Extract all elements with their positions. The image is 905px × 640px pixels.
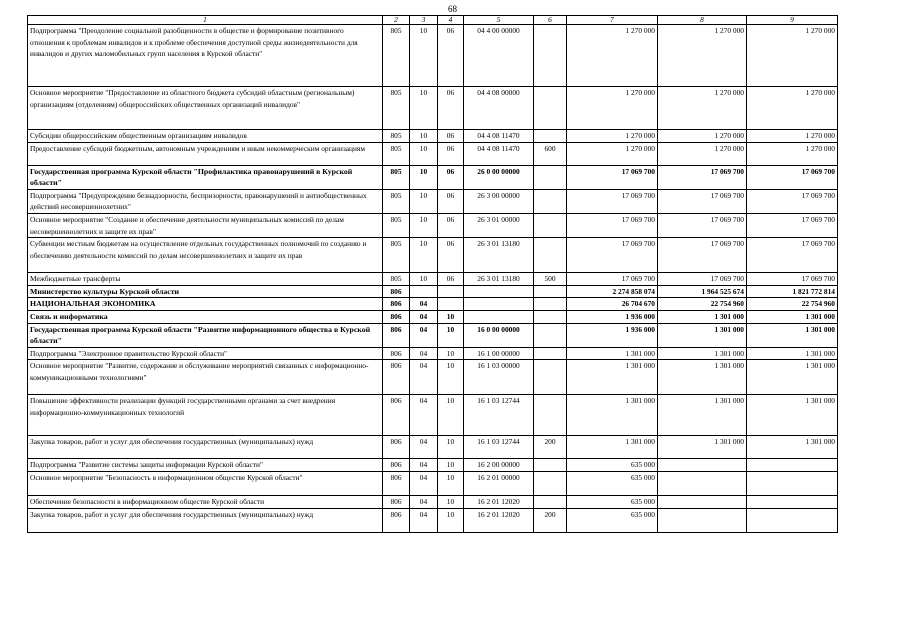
row-name: Основное мероприятие "Предоставление из областного бюджета субсидий областным (региональным) организациям (отделениям) общероссийских общественных организаций инвалидов" [28, 87, 383, 130]
section-code [410, 285, 438, 298]
amount-year-2: 17 069 700 [658, 238, 747, 273]
table-row [28, 495, 838, 508]
row-name: Закупка товаров, работ и услуг для обеспечения государственных (муниципальных) нужд [28, 508, 383, 532]
section-code: 04 [410, 310, 438, 323]
target-article-code [464, 298, 534, 311]
amount-year-2 [658, 508, 747, 532]
amount-year-1: 17 069 700 [567, 165, 658, 189]
amount-year-2 [658, 495, 747, 508]
section-code: 10 [410, 25, 438, 87]
section-code: 04 [410, 459, 438, 472]
target-article-code: 26 3 01 13180 [464, 273, 534, 286]
target-article-code: 16 1 00 00000 [464, 347, 534, 360]
table-row [28, 189, 838, 213]
section-code: 04 [410, 436, 438, 459]
amount-year-2: 1 270 000 [658, 142, 747, 165]
amount-year-2: 17 069 700 [658, 189, 747, 213]
amount-year-2: 1 301 000 [658, 347, 747, 360]
row-name: Подпрограмма "Электронное правительство Курской области" [28, 347, 383, 360]
table-row [28, 323, 838, 347]
table-row [28, 360, 838, 395]
row-name: Подпрограмма "Предупреждение безнадзорности, беспризорности, правонарушений и антиобщественных действий несовершеннолетних" [28, 189, 383, 213]
target-article-code: 16 1 03 12744 [464, 395, 534, 436]
target-article-code: 26 3 01 13180 [464, 238, 534, 273]
row-name: Основное мероприятие "Создание и обеспечение деятельности муниципальных комиссий по делам несовершеннолетних и защите их прав" [28, 213, 383, 237]
subsection-code: 06 [438, 165, 464, 189]
amount-year-3: 1 301 000 [747, 310, 838, 323]
subsection-code: 10 [438, 323, 464, 347]
ministry-code: 806 [383, 360, 410, 395]
page-edge [0, 636, 905, 637]
amount-year-3: 1 270 000 [747, 87, 838, 130]
expense-type-code [534, 360, 567, 395]
section-code: 10 [410, 87, 438, 130]
amount-year-1: 1 270 000 [567, 130, 658, 143]
column-number: 2 [383, 16, 410, 25]
amount-year-3: 1 301 000 [747, 436, 838, 459]
subsection-code: 06 [438, 142, 464, 165]
amount-year-3: 22 754 960 [747, 298, 838, 311]
amount-year-3 [747, 495, 838, 508]
amount-year-3: 1 821 772 814 [747, 285, 838, 298]
amount-year-2: 22 754 960 [658, 298, 747, 311]
section-code: 04 [410, 323, 438, 347]
section-code: 10 [410, 142, 438, 165]
table-row [28, 310, 838, 323]
row-name: Подпрограмма "Развитие системы защиты информации Курской области" [28, 459, 383, 472]
row-name: Повышение эффективности реализации функций государственными органами за счет внедрения информационно-коммуникационных технологий [28, 395, 383, 436]
table-row [28, 508, 838, 532]
amount-year-1: 1 301 000 [567, 395, 658, 436]
row-name: Закупка товаров, работ и услуг для обеспечения государственных (муниципальных) нужд [28, 436, 383, 459]
amount-year-3 [747, 471, 838, 495]
ministry-code: 805 [383, 142, 410, 165]
section-code: 04 [410, 495, 438, 508]
amount-year-3: 17 069 700 [747, 165, 838, 189]
target-article-code: 16 1 03 00000 [464, 360, 534, 395]
amount-year-3: 1 270 000 [747, 130, 838, 143]
amount-year-1: 1 936 000 [567, 310, 658, 323]
ministry-code: 806 [383, 395, 410, 436]
subsection-code: 10 [438, 459, 464, 472]
budget-table [27, 15, 838, 533]
table-row [28, 142, 838, 165]
subsection-code: 06 [438, 213, 464, 237]
amount-year-3: 1 270 000 [747, 25, 838, 87]
ministry-code: 805 [383, 130, 410, 143]
row-name: Субсидии общероссийским общественным организациям инвалидов [28, 130, 383, 143]
subsection-code: 06 [438, 87, 464, 130]
amount-year-1: 2 274 858 074 [567, 285, 658, 298]
amount-year-1: 1 936 000 [567, 323, 658, 347]
amount-year-2: 1 301 000 [658, 395, 747, 436]
column-number: 9 [747, 16, 838, 25]
table-row [28, 459, 838, 472]
ministry-code: 805 [383, 165, 410, 189]
amount-year-1: 1 301 000 [567, 347, 658, 360]
column-number: 6 [534, 16, 567, 25]
row-name: Предоставление субсидий бюджетным, автономным учреждениям и иным некоммерческим организациям [28, 142, 383, 165]
row-name: Связь и информатика [28, 310, 383, 323]
amount-year-1: 635 000 [567, 508, 658, 532]
table-row [28, 213, 838, 237]
expense-type-code [534, 395, 567, 436]
amount-year-3: 17 069 700 [747, 273, 838, 286]
row-name: Подпрограмма "Преодоление социальной разобщенности в обществе и формирование позитивного отношения к проблемам инвалидов и к проблеме обеспечения доступной среды жизнедеятельности для инвалидов и других маломобильных групп населения в Курской области" [28, 25, 383, 87]
amount-year-2: 1 301 000 [658, 436, 747, 459]
ministry-code: 805 [383, 273, 410, 286]
expense-type-code [534, 285, 567, 298]
expense-type-code [534, 213, 567, 237]
expense-type-code [534, 87, 567, 130]
ministry-code: 805 [383, 87, 410, 130]
subsection-code [438, 285, 464, 298]
expense-type-code [534, 495, 567, 508]
section-code: 10 [410, 130, 438, 143]
table-row [28, 130, 838, 143]
target-article-code: 26 0 00 00000 [464, 165, 534, 189]
expense-type-code: 500 [534, 273, 567, 286]
expense-type-code [534, 459, 567, 472]
subsection-code: 06 [438, 189, 464, 213]
amount-year-1: 635 000 [567, 471, 658, 495]
column-number: 4 [438, 16, 464, 25]
amount-year-1: 17 069 700 [567, 213, 658, 237]
amount-year-1: 17 069 700 [567, 189, 658, 213]
ministry-code: 805 [383, 238, 410, 273]
column-number: 8 [658, 16, 747, 25]
table-row [28, 347, 838, 360]
amount-year-2: 1 270 000 [658, 130, 747, 143]
expense-type-code [534, 347, 567, 360]
amount-year-2: 17 069 700 [658, 165, 747, 189]
amount-year-2: 1 270 000 [658, 87, 747, 130]
subsection-code: 10 [438, 360, 464, 395]
subsection-code: 10 [438, 436, 464, 459]
subsection-code: 10 [438, 310, 464, 323]
target-article-code [464, 310, 534, 323]
amount-year-3: 1 301 000 [747, 360, 838, 395]
column-number: 3 [410, 16, 438, 25]
amount-year-1: 1 270 000 [567, 142, 658, 165]
row-name: Субвенции местным бюджетам на осуществление отдельных государственных полномочий по созданию и обеспечению деятельности комиссий по делам несовершеннолетних и защите их прав [28, 238, 383, 273]
subsection-code: 10 [438, 508, 464, 532]
section-code: 10 [410, 238, 438, 273]
amount-year-2 [658, 459, 747, 472]
target-article-code [464, 285, 534, 298]
row-name: Межбюджетные трансферты [28, 273, 383, 286]
amount-year-2: 1 270 000 [658, 25, 747, 87]
row-name: Государственная программа Курской области "Развитие информационного общества в Курской области" [28, 323, 383, 347]
subsection-code: 10 [438, 347, 464, 360]
target-article-code: 26 3 00 00000 [464, 189, 534, 213]
target-article-code: 16 2 01 12020 [464, 508, 534, 532]
section-code: 04 [410, 471, 438, 495]
expense-type-code: 600 [534, 142, 567, 165]
section-code: 04 [410, 298, 438, 311]
amount-year-1: 1 301 000 [567, 436, 658, 459]
column-number: 5 [464, 16, 534, 25]
amount-year-1: 17 069 700 [567, 238, 658, 273]
section-code: 10 [410, 165, 438, 189]
amount-year-2: 1 964 525 674 [658, 285, 747, 298]
table-row [28, 87, 838, 130]
target-article-code: 04 4 08 11470 [464, 130, 534, 143]
section-code: 04 [410, 347, 438, 360]
table-row [28, 285, 838, 298]
ministry-code: 806 [383, 347, 410, 360]
table-row [28, 395, 838, 436]
ministry-code: 806 [383, 310, 410, 323]
row-name: НАЦИОНАЛЬНАЯ ЭКОНОМИКА [28, 298, 383, 311]
target-article-code: 04 4 00 00000 [464, 25, 534, 87]
amount-year-3 [747, 508, 838, 532]
amount-year-3: 17 069 700 [747, 213, 838, 237]
ministry-code: 806 [383, 495, 410, 508]
ministry-code: 805 [383, 213, 410, 237]
amount-year-3: 1 301 000 [747, 323, 838, 347]
column-number: 7 [567, 16, 658, 25]
amount-year-3: 1 270 000 [747, 142, 838, 165]
section-code: 04 [410, 360, 438, 395]
section-code: 04 [410, 508, 438, 532]
section-code: 10 [410, 189, 438, 213]
amount-year-2: 1 301 000 [658, 310, 747, 323]
table-row [28, 436, 838, 459]
amount-year-1: 1 301 000 [567, 360, 658, 395]
subsection-code [438, 298, 464, 311]
table-row [28, 273, 838, 286]
column-number-row [28, 16, 838, 25]
amount-year-2: 1 301 000 [658, 323, 747, 347]
target-article-code: 04 4 08 00000 [464, 87, 534, 130]
target-article-code: 16 0 00 00000 [464, 323, 534, 347]
expense-type-code [534, 130, 567, 143]
expense-type-code [534, 310, 567, 323]
amount-year-1: 1 270 000 [567, 25, 658, 87]
expense-type-code [534, 298, 567, 311]
column-number: 1 [28, 16, 383, 25]
amount-year-1: 1 270 000 [567, 87, 658, 130]
expense-type-code [534, 471, 567, 495]
subsection-code: 10 [438, 495, 464, 508]
row-name: Основное мероприятие "Развитие, содержание и обслуживание мероприятий связанных с информационно-коммуникационными технологиями" [28, 360, 383, 395]
amount-year-1: 635 000 [567, 459, 658, 472]
page-number: 68 [448, 4, 457, 14]
amount-year-3: 1 301 000 [747, 395, 838, 436]
target-article-code: 16 2 00 00000 [464, 459, 534, 472]
ministry-code: 806 [383, 459, 410, 472]
subsection-code: 10 [438, 471, 464, 495]
subsection-code: 06 [438, 130, 464, 143]
table-row [28, 471, 838, 495]
ministry-code: 806 [383, 436, 410, 459]
ministry-code: 806 [383, 323, 410, 347]
row-name: Государственная программа Курской области "Профилактика правонарушений в Курской области" [28, 165, 383, 189]
ministry-code: 806 [383, 285, 410, 298]
section-code: 04 [410, 395, 438, 436]
amount-year-1: 26 704 670 [567, 298, 658, 311]
target-article-code: 16 2 01 00000 [464, 471, 534, 495]
ministry-code: 806 [383, 508, 410, 532]
expense-type-code: 200 [534, 436, 567, 459]
target-article-code: 16 1 03 12744 [464, 436, 534, 459]
amount-year-1: 635 000 [567, 495, 658, 508]
table-row [28, 165, 838, 189]
subsection-code: 06 [438, 273, 464, 286]
expense-type-code [534, 25, 567, 87]
amount-year-1: 17 069 700 [567, 273, 658, 286]
table-row [28, 238, 838, 273]
table-row [28, 25, 838, 87]
expense-type-code [534, 323, 567, 347]
ministry-code: 805 [383, 25, 410, 87]
amount-year-3: 1 301 000 [747, 347, 838, 360]
ministry-code: 805 [383, 189, 410, 213]
table-row [28, 298, 838, 311]
amount-year-3 [747, 459, 838, 472]
target-article-code: 04 4 08 11470 [464, 142, 534, 165]
subsection-code: 06 [438, 25, 464, 87]
section-code: 10 [410, 213, 438, 237]
amount-year-2: 17 069 700 [658, 213, 747, 237]
row-name: Основное мероприятие "Безопасность в информационном обществе Курской области" [28, 471, 383, 495]
amount-year-3: 17 069 700 [747, 238, 838, 273]
subsection-code: 10 [438, 395, 464, 436]
expense-type-code: 200 [534, 508, 567, 532]
target-article-code: 16 2 01 12020 [464, 495, 534, 508]
expense-type-code [534, 238, 567, 273]
section-code: 10 [410, 273, 438, 286]
amount-year-2: 17 069 700 [658, 273, 747, 286]
amount-year-3: 17 069 700 [747, 189, 838, 213]
ministry-code: 806 [383, 298, 410, 311]
ministry-code: 806 [383, 471, 410, 495]
row-name: Министерство культуры Курской области [28, 285, 383, 298]
subsection-code: 06 [438, 238, 464, 273]
target-article-code: 26 3 01 00000 [464, 213, 534, 237]
amount-year-2: 1 301 000 [658, 360, 747, 395]
row-name: Обеспечение безопасности в информационном обществе Курской области [28, 495, 383, 508]
expense-type-code [534, 189, 567, 213]
expense-type-code [534, 165, 567, 189]
amount-year-2 [658, 471, 747, 495]
